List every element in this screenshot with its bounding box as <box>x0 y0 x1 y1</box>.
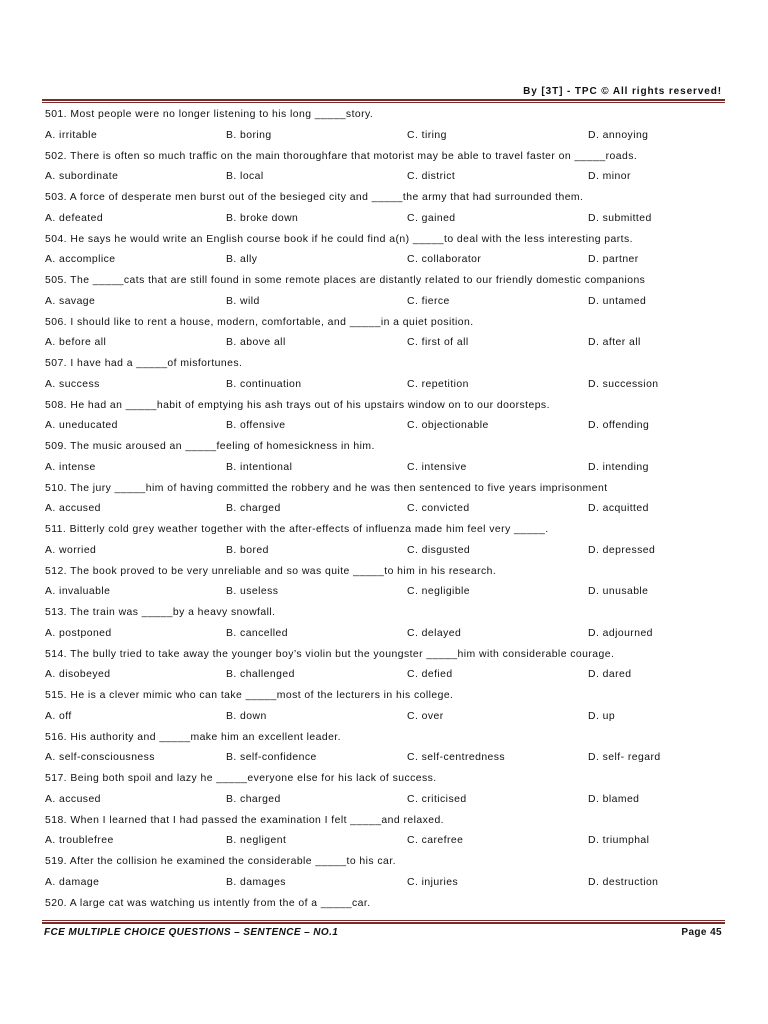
answer-option: D. untamed <box>588 295 647 307</box>
question-text: 503. A force of desperate men burst out of the besieged city and _____the army that had surrounded them. <box>45 192 584 203</box>
answer-option: C. injuries <box>407 876 459 888</box>
answer-option: A. invaluable <box>45 586 111 598</box>
answer-option: C. negligible <box>407 586 471 598</box>
answer-option: C. fierce <box>407 295 450 307</box>
answer-options <box>45 582 725 603</box>
answer-option: D. minor <box>588 171 631 183</box>
answer-option: D. unusable <box>588 586 649 598</box>
answer-option: B. wild <box>226 295 260 307</box>
question-text: 519. After the collision he examined the considerable _____to his car. <box>45 856 396 867</box>
answer-option: A. accomplice <box>45 254 116 266</box>
answer-option: D. partner <box>588 254 639 266</box>
question-text: 516. His authority and _____make him an excellent leader. <box>45 731 341 743</box>
answer-options <box>45 458 725 479</box>
answer-options <box>45 541 725 562</box>
answer-option: C. district <box>407 171 456 183</box>
question-text: 511. Bitterly cold grey weather together with the after-effects of influenza made him feel very _____. <box>45 524 549 535</box>
answer-option: A. before all <box>45 337 107 349</box>
answer-options <box>45 209 725 230</box>
question-text: 509. The music aroused an _____feeling of homesickness in him. <box>45 441 375 452</box>
answer-option: D. blamed <box>588 793 640 805</box>
answer-option: C. criticised <box>407 793 467 805</box>
answer-option: B. broke down <box>226 212 299 224</box>
answer-options <box>45 831 725 852</box>
question-text: 504. He says he would write an English course book if he could find a(n) _____to deal with the less interesting parts. <box>45 233 633 245</box>
question-text: 506. I should like to rent a house, modern, comfortable, and _____in a quiet position. <box>45 316 474 328</box>
answer-option: A. off <box>45 710 72 722</box>
question-text: 502. There is often so much traffic on the main thoroughfare that motorist may be able to travel faster on _____roads. <box>45 150 638 162</box>
answer-option: B. cancelled <box>226 627 289 639</box>
question-text: 513. The train was _____by a heavy snowfall. <box>45 607 276 618</box>
answer-options <box>45 873 725 894</box>
answer-option: B. useless <box>226 586 279 598</box>
answer-options <box>45 126 725 147</box>
answer-option: D. destruction <box>588 876 659 888</box>
answer-option: C. carefree <box>407 835 464 847</box>
answer-option: C. self-centredness <box>407 752 506 764</box>
answer-option: C. objectionable <box>407 420 489 432</box>
question-text: 518. When I learned that I had passed the examination I felt _____and relaxed. <box>45 814 445 826</box>
answer-option: D. annoying <box>588 129 649 141</box>
answer-option: B. down <box>226 710 267 722</box>
answer-options <box>45 665 725 686</box>
footer-title: FCE MULTIPLE CHOICE QUESTIONS – SENTENCE – NO.1 <box>44 927 339 938</box>
question-text: 517. Being both spoil and lazy he _____everyone else for his lack of success. <box>45 773 437 784</box>
answer-options <box>45 707 725 728</box>
answer-option: B. damages <box>226 876 286 888</box>
answer-options <box>45 292 725 313</box>
answer-option: D. after all <box>588 337 641 349</box>
answer-option: D. intending <box>588 461 649 473</box>
question-text: 501. Most people were no longer listening to his long _____story. <box>45 109 374 120</box>
answer-options <box>45 790 725 811</box>
answer-option: D. up <box>588 710 616 722</box>
answer-option: C. disgusted <box>407 544 471 556</box>
answer-option: A. subordinate <box>45 171 119 183</box>
answer-option: C. first of all <box>407 337 469 349</box>
answer-option: B. intentional <box>226 461 293 473</box>
answer-options <box>45 748 725 769</box>
copyright-notice: By [3T] - TPC © All rights reserved! <box>523 86 722 97</box>
question-list <box>45 105 725 914</box>
answer-option: C. delayed <box>407 627 462 639</box>
footer-rule <box>42 922 725 924</box>
answer-option: C. over <box>407 710 444 722</box>
question-text: 515. He is a clever mimic who can take _____most of the lecturers in his college. <box>45 690 454 701</box>
answer-options <box>45 499 725 520</box>
answer-options <box>45 250 725 271</box>
answer-options <box>45 333 725 354</box>
answer-option: A. success <box>45 378 100 390</box>
header-rule-thin <box>42 102 725 103</box>
answer-option: B. challenged <box>226 669 295 681</box>
answer-option: B. charged <box>226 793 281 805</box>
answer-option: A. savage <box>45 295 96 307</box>
answer-option: C. collaborator <box>407 254 482 266</box>
answer-options <box>45 167 725 188</box>
answer-option: C. repetition <box>407 378 469 390</box>
answer-option: B. offensive <box>226 420 286 432</box>
answer-option: A. accused <box>45 793 101 805</box>
answer-option: A. damage <box>45 876 100 888</box>
answer-option: D. dared <box>588 669 632 681</box>
answer-options <box>45 375 725 396</box>
answer-option: A. disobeyed <box>45 669 111 681</box>
answer-option: A. worried <box>45 544 97 556</box>
answer-option: B. boring <box>226 129 272 141</box>
answer-option: A. troublefree <box>45 835 114 847</box>
answer-options <box>45 624 725 645</box>
answer-option: A. defeated <box>45 212 104 224</box>
answer-option: A. accused <box>45 503 101 515</box>
question-text: 505. The _____cats that are still found in some remote places are distantly related to our friendly domestic companions <box>45 275 646 286</box>
answer-option: B. bored <box>226 544 269 556</box>
answer-option: A. self-consciousness <box>45 752 155 764</box>
answer-option: A. irritable <box>45 129 98 141</box>
question-text: 514. The bully tried to take away the younger boy’s violin but the youngster _____him with considerable courage. <box>45 648 615 660</box>
answer-option: D. adjourned <box>588 627 653 639</box>
answer-option: D. submitted <box>588 212 652 224</box>
answer-option: B. continuation <box>226 378 302 390</box>
answer-option: D. acquitted <box>588 503 649 515</box>
answer-option: C. gained <box>407 212 456 224</box>
answer-option: A. postponed <box>45 627 112 639</box>
answer-option: B. charged <box>226 503 281 515</box>
question-text: 510. The jury _____him of having committed the robbery and he was then sentenced to five years imprisonment <box>45 482 608 494</box>
question-text: 512. The book proved to be very unreliable and so was quite _____to him in his research. <box>45 565 497 577</box>
answer-option: B. negligent <box>226 835 287 847</box>
header-rule <box>42 99 725 101</box>
page-number: Page 45 <box>681 927 722 938</box>
answer-option: C. convicted <box>407 503 470 515</box>
answer-option: B. above all <box>226 337 286 349</box>
answer-option: C. defied <box>407 669 453 681</box>
answer-option: B. ally <box>226 254 258 266</box>
footer-rule-thin <box>42 920 725 921</box>
question-text: 508. He had an _____habit of emptying his ash trays out of his upstairs window on to our doorsteps. <box>45 399 550 411</box>
answer-option: C. tiring <box>407 129 447 141</box>
answer-option: C. intensive <box>407 461 467 473</box>
answer-options <box>45 416 725 437</box>
answer-option: A. intense <box>45 461 96 473</box>
answer-option: A. uneducated <box>45 420 118 432</box>
answer-option: D. self- regard <box>588 752 661 764</box>
answer-option: D. succession <box>588 378 659 390</box>
answer-option: D. depressed <box>588 544 656 556</box>
answer-option: B. self-confidence <box>226 752 317 764</box>
question-text: 520. A large cat was watching us intently from the of a _____car. <box>45 897 371 909</box>
question-text: 507. I have had a _____of misfortunes. <box>45 358 243 369</box>
answer-option: D. offending <box>588 420 650 432</box>
answer-option: D. triumphal <box>588 835 650 847</box>
answer-option: B. local <box>226 171 264 183</box>
